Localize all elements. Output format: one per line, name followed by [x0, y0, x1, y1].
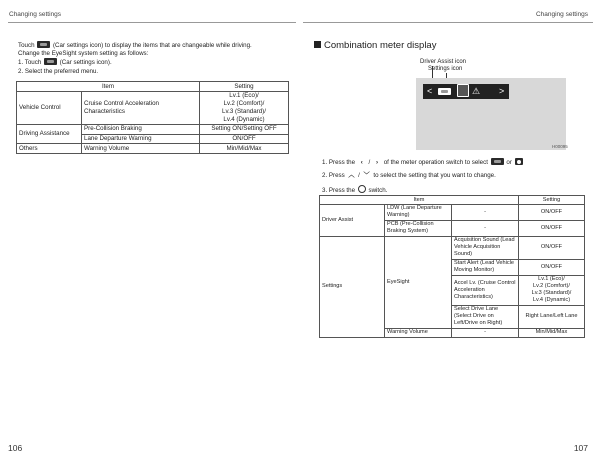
right-steps — [322, 158, 592, 194]
car-settings-icon — [37, 41, 50, 48]
table-row: PCB (Pre-Collision Braking System) - ON/OFF — [320, 220, 585, 236]
driver-assist-icon — [438, 88, 451, 95]
table-row: Driver Assist LDW (Lane Departure Warning) - ON/OFF — [320, 204, 585, 220]
right-step-3: 3. Press the switch. — [322, 186, 388, 194]
right-button-icon: › — [375, 159, 378, 166]
table-row: Others Warning Volume Min/Mid/Max — [17, 144, 289, 154]
car-settings-icon — [44, 58, 57, 65]
intro-line-2: Change the EyeSight system setting as follows: — [18, 49, 149, 57]
running-header-left: Changing settings — [9, 11, 62, 18]
warning-icon: ⚠ — [472, 86, 481, 96]
left-step-1: 1. Touch (Car settings icon). — [18, 58, 112, 66]
meter-menu-bar — [423, 84, 509, 99]
label-settings-icon: Settings icon — [428, 66, 463, 72]
running-header-right: Changing settings — [535, 11, 588, 18]
header-rule-left — [8, 22, 296, 23]
meter-right-arrow-icon: > — [499, 86, 505, 96]
page-number-right: 107 — [573, 443, 588, 453]
table-head-setting: Setting — [200, 82, 289, 92]
table-row: Vehicle Control Cruise Control Acceleration Characteristics Lv.1 (Eco)/ Lv.2 (Comfort)/ Lv.3 (Standard)/ Lv.4 (Dynamic) — [17, 91, 289, 124]
left-intro — [18, 41, 303, 76]
settings-icon — [515, 158, 523, 165]
meter-left-arrow-icon: < — [427, 86, 433, 96]
table-row: Start Alert (Lead Vehicle Moving Monitor) ON/OFF — [320, 259, 585, 275]
right-settings-table — [319, 195, 585, 338]
settings-icon — [457, 84, 469, 97]
table-head-item: Item — [320, 196, 519, 205]
figure-code: H00095 — [552, 144, 568, 149]
table-head-setting: Setting — [519, 196, 585, 205]
right-step-1: 1. Press the ‹ / › of the meter operation switch to select or — [322, 158, 592, 167]
left-settings-table — [16, 81, 289, 154]
left-step-2: 2. Select the preferred menu. — [18, 68, 99, 76]
table-row: Select Drive Lane (Select Drive on Left/Drive on Right) Right Lane/Left Lane — [320, 305, 585, 328]
meter-display — [416, 78, 566, 150]
up-button-icon: ︿ — [348, 171, 355, 179]
table-head-item: Item — [17, 82, 200, 92]
table-row: Lane Departure Warning ON/OFF — [17, 134, 289, 144]
table-row: Warning Volume - Min/Mid/Max — [320, 328, 585, 337]
label-driver-assist-icon: Driver Assist icon — [420, 59, 467, 65]
left-button-icon: ‹ — [360, 159, 363, 166]
page-number-left: 106 — [8, 443, 23, 453]
header-rule-right — [303, 22, 593, 23]
driver-assist-icon — [491, 158, 504, 165]
table-row: Accel Lv. (Cruise Control Acceleration Characteristics) Lv.1 (Eco)/ Lv.2 (Comfort)/ Lv.3 (Standard)/ Lv.4 (Dynamic) — [320, 275, 585, 305]
section-square-icon — [314, 41, 321, 48]
table-row: Settings EyeSight Acquisition Sound (Lead Vehicle Acquisition Sound) ON/OFF — [320, 236, 585, 259]
section-title: Combination meter display — [314, 40, 436, 52]
table-row: Driving Assistance Pre-Collision Braking Setting ON/Setting OFF — [17, 124, 289, 134]
down-button-icon: ﹀ — [363, 171, 370, 179]
intro-line-1: Touch (Car settings icon) to display the items that are changeable while driving. — [18, 42, 252, 49]
enter-button-icon — [358, 185, 366, 193]
right-step-2: 2. Press ︿ / ﹀ to select the setting that you want to change. — [322, 171, 496, 179]
